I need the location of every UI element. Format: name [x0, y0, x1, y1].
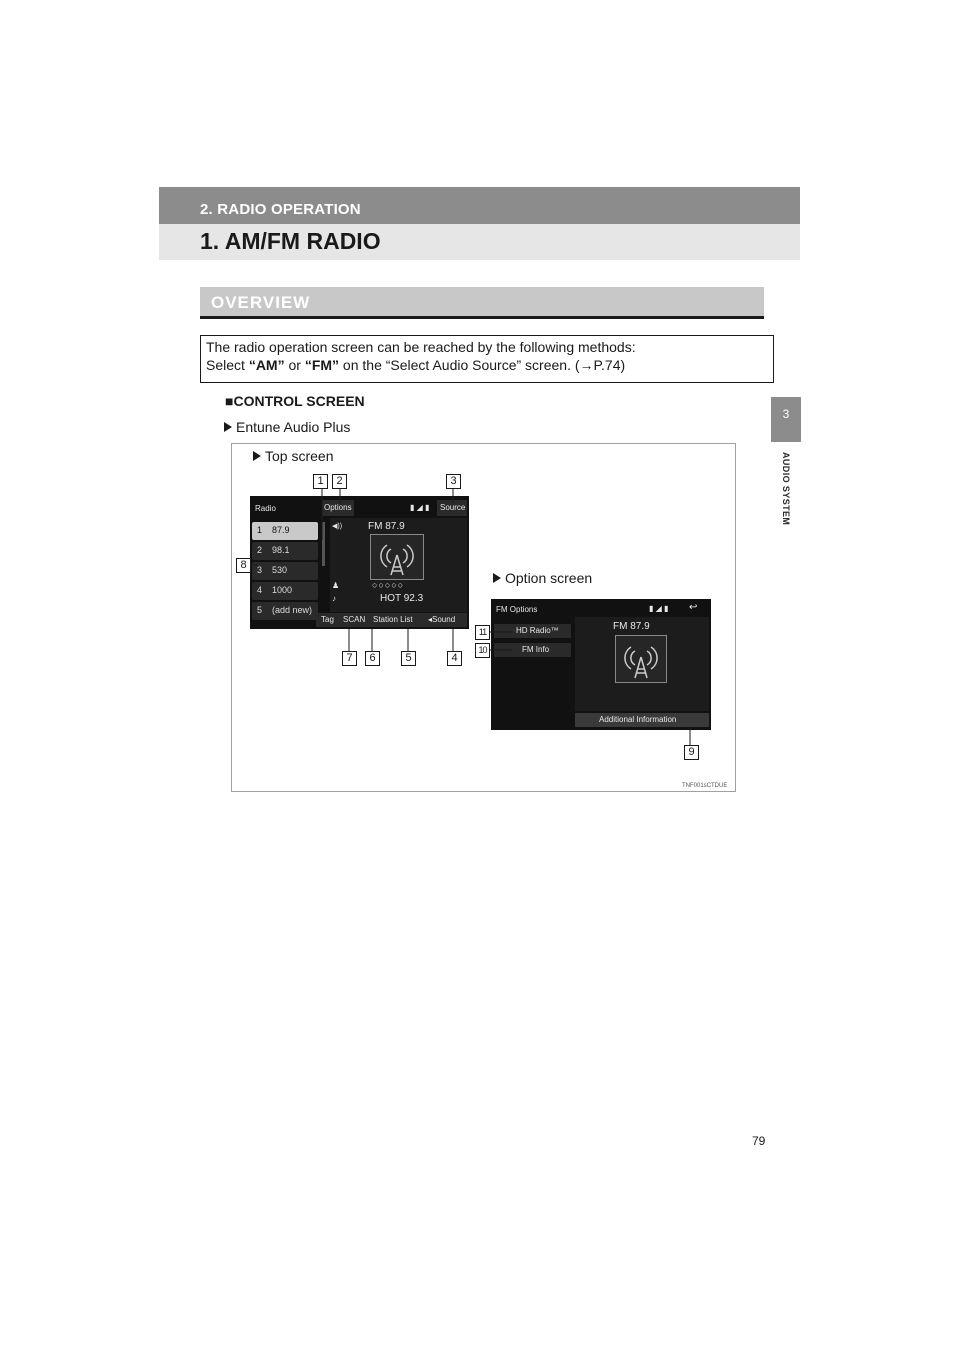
callout-9: 9: [684, 745, 699, 760]
preset-5[interactable]: 5 (add new): [252, 602, 318, 620]
options-button[interactable]: Options: [322, 500, 354, 516]
music-note-icon: ♪: [332, 594, 336, 603]
callout-6: 6: [365, 651, 380, 666]
additional-information-button[interactable]: Additional Information: [575, 713, 709, 727]
station-name: HOT 92.3: [380, 593, 424, 604]
callout-4: 4: [447, 651, 462, 666]
hd-radio-button[interactable]: HD Radio™: [494, 624, 571, 638]
option-station-frequency: FM 87.9: [613, 621, 650, 632]
callout-10: 10: [475, 643, 490, 658]
callout-7: 7: [342, 651, 357, 666]
option-screen-caption: Option screen: [493, 570, 592, 586]
status-icons: ▮ ◢ ▮: [410, 503, 430, 512]
preset-2[interactable]: 2 98.1: [252, 542, 318, 560]
rating-circles[interactable]: ○○○○○: [372, 580, 405, 590]
tag-button[interactable]: Tag: [321, 615, 334, 624]
page-title: 1. AM/FM RADIO: [200, 228, 381, 254]
sound-button[interactable]: ◂Sound: [428, 615, 456, 624]
chapter-label: AUDIO SYSTEM: [781, 452, 791, 526]
artist-icon: ♟: [332, 581, 340, 590]
back-icon[interactable]: ↩: [689, 602, 698, 613]
hd-indicator-icon: ◀)): [332, 523, 343, 530]
callout-8: 8: [236, 558, 251, 573]
section-title: 2. RADIO OPERATION: [200, 201, 361, 218]
intro-line-2: Select “AM” or “FM” on the “Select Audio Source” screen. (→P.74): [206, 357, 626, 373]
chapter-number-tab: 3: [771, 397, 801, 442]
callout-1: 1: [313, 474, 328, 489]
top-screen-caption: Top screen: [253, 448, 333, 464]
overview-heading: OVERVIEW: [211, 293, 311, 312]
callout-3: 3: [446, 474, 461, 489]
station-frequency: FM 87.9: [368, 521, 405, 532]
figure-code: TNF001sCTDUE: [682, 783, 728, 789]
control-screen-heading: ■CONTROL SCREEN: [225, 393, 365, 409]
radio-title: Radio: [255, 504, 276, 513]
station-list-button[interactable]: Station List: [373, 615, 413, 624]
page-number: 79: [752, 1134, 766, 1148]
callout-5: 5: [401, 651, 416, 666]
callout-2: 2: [332, 474, 347, 489]
callout-11: 11: [475, 625, 490, 640]
intro-line-1: The radio operation screen can be reached by the following methods:: [206, 339, 636, 355]
preset-1[interactable]: 1 87.9: [252, 522, 318, 540]
status-icons: ▮ ◢ ▮: [649, 604, 669, 613]
entune-subheading: Entune Audio Plus: [224, 419, 350, 435]
preset-4[interactable]: 4 1000: [252, 582, 318, 600]
scan-button[interactable]: SCAN: [343, 615, 366, 624]
source-button[interactable]: Source: [437, 500, 467, 516]
fm-options-title: FM Options: [496, 605, 538, 614]
fm-info-button[interactable]: FM Info: [494, 643, 571, 657]
preset-3[interactable]: 3 530: [252, 562, 318, 580]
